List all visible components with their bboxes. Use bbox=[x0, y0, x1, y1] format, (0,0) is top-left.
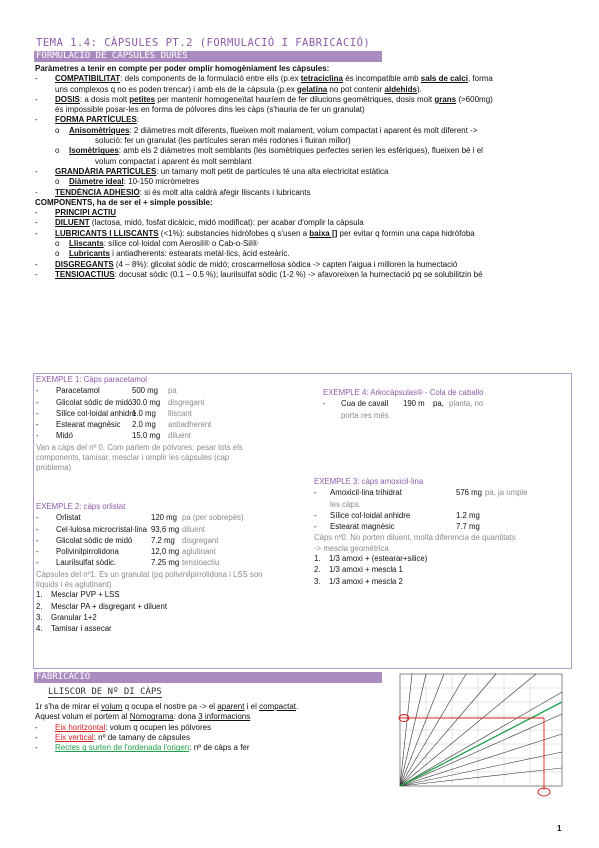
example-1 bbox=[36, 375, 306, 474]
ex1-row: - Glicolat sòdic de midó30.0 mg disgregant bbox=[36, 397, 205, 407]
ex2-row: - Cel·lulosa microcristal·lina 93,6 mg diluent bbox=[36, 524, 205, 534]
fabricacio-text bbox=[35, 702, 385, 753]
components-intro: COMPONENTS, ha de ser el + simple possible: bbox=[35, 197, 213, 207]
ex2-step: 4. Tamisar i assecar bbox=[36, 624, 112, 634]
nomogram-image bbox=[386, 670, 564, 798]
forma-line: - FORMA PARTÍCULES: bbox=[35, 115, 140, 125]
llisc-line: o Lliscants: sílice col·loidal com Aerosil® o Cab-o-Sil® bbox=[55, 239, 258, 249]
ex2-step: 1. Mesclar PVP + LSS bbox=[36, 590, 120, 600]
ex3-row: - Sílice col·loidal anhidre 1.2 mg bbox=[314, 510, 480, 520]
ex3-step: 2. 1/3 amoxi + mescla 1 bbox=[314, 565, 403, 575]
ex4-row-cont: porta res més bbox=[341, 410, 389, 420]
tens-line: - TENSIOACTIUS: docusat sòdic (0.1 – 0.5 %); laurilsulfat sòdic (1-2 %) -> afavoreixen la humectació pq se solubilitzin bé bbox=[35, 269, 483, 279]
page-title: TEMA 1.4: CÀPSULES PT.2 (FORMULACIÓ I FABRICACIÓ) bbox=[36, 37, 371, 49]
ex1-row: - Paracetamol 500 mg pa bbox=[36, 386, 177, 396]
fab-eix-v: - Eix vertical: nº de tamany de càpsules bbox=[35, 732, 190, 742]
diam-line: o Diàmetre ideal: 10-150 micròmetres bbox=[55, 177, 200, 187]
ex2-note: Càpsules del nº1. És un granulat (pq polivinilpirrolidona i LSS son bbox=[36, 569, 263, 579]
ex2-row: - Laurilsulfat sòdic. 7.25 mg tensioactiu bbox=[36, 558, 220, 568]
intro-line: Paràmetres a tenir en compte per poder omplir homogèniament les càpsules: bbox=[35, 64, 330, 73]
example-3 bbox=[314, 477, 564, 588]
ex1-row: - Sílice col·loidal anhidre1.0 mg lliscant bbox=[36, 408, 192, 418]
example-1-title: EXEMPLE 1: Càps paracetamol bbox=[36, 375, 147, 384]
ex2-row: - Orlistat 120 mg pa (per sobrepès) bbox=[36, 513, 244, 523]
diluent-line: - DILUENT (lactosa, midó, fosfat dicàlcic, midó modificat): per acabar d'omplir la càpsula bbox=[35, 218, 364, 228]
ex2-row: - Glicolat sòdic de midó 7.2 mg disgregant bbox=[36, 535, 219, 545]
ex1-note: problema) bbox=[36, 463, 72, 473]
lubric-line: - LUBRICANTS I LLISCANTS (<1%): substancies hidròfobes q s'usen a baixa [] per evitar q formin una capa hidròfoba bbox=[35, 228, 475, 238]
iso-line2: volum compactat i aparent és molt semblant bbox=[95, 156, 252, 166]
fab-line1: 1r s'ha de mirar el volum q ocupa el nostre pa -> el aparent i el compactat. bbox=[35, 702, 299, 711]
ex1-row: - Midó 15.0 mg diluent bbox=[36, 431, 191, 441]
ex3-step: 3. 1/3 amoxi + mescla 2 bbox=[314, 576, 403, 586]
example-4 bbox=[323, 388, 563, 422]
dosis-line2: és impossible posar-les en forma de pólvores dins les càps (s'hauria de fer un granulat) bbox=[55, 105, 365, 115]
example-2 bbox=[36, 502, 306, 636]
ex3-row: - Amoxicil·lina trihidrat 576 mg pa, ja omple bbox=[314, 488, 528, 498]
dosis-line1: - DOSIS: a dosis molt petites per mantenir homogeneïtat hauríem de fer dilucions geomètriques, dosis molt grans (>600mg) bbox=[35, 94, 493, 104]
ex2-note: líquids i és aglutinant) bbox=[36, 580, 112, 590]
ex1-note: components, tamisar, mesclar i omplir les càpsules (cap bbox=[36, 453, 230, 463]
fab-eix-h: - Eix horitzontal: volum q ocupen les pólvores bbox=[35, 722, 212, 732]
ex1-note: Van a càps del nº 0. Com parlem de pólvores: pesar tots els bbox=[36, 442, 243, 452]
tend-line: - TENDÈNCIA ADHESIÓ: si és molt alta caldrà afegir lliscants i lubricants bbox=[35, 187, 311, 197]
ex2-step: 2. Mesclar PA + disgregant + diluent bbox=[36, 601, 168, 611]
example-4-title: EXEMPLE 4: Arkocàpsulas® - Cola de caballo bbox=[323, 388, 484, 397]
compat-line1: - COMPATIBILITAT: dels components de la formulació entre ells (p.ex tetraciclina és incompatible amb sals de calci, forma bbox=[35, 74, 493, 84]
lub-line: o Lubricants i antiadherents: estearats metàl·lics, àcid esteàric. bbox=[55, 249, 290, 259]
aniso-line2: solució: fer un granulat (les partícules seran més rodones i fluiran millor) bbox=[95, 136, 351, 146]
ex2-step: 3. Granular 1+2 bbox=[36, 612, 97, 622]
ex3-note: -> mescla geomètrica bbox=[314, 543, 389, 553]
iso-line1: o Isomètriques: amb els 2 diàmetres molt semblants (les isomètriques perfectes serien les esfèriques), flueixen bé i el bbox=[55, 146, 483, 156]
disg-line: - DISGREGANTS (4 – 8%): glicolat sòdic de midó; croscarmellosa sòdica -> capten l'aigua i milloren la humectació bbox=[35, 259, 458, 269]
aniso-line1: o Anisomètriques: 2 diàmetres molt diferents, flueixen molt malament, volum compactat i aparent és molt diferent -> bbox=[55, 125, 478, 135]
ex2-row: - Polivinilpirrolidona 12,0 mg aglutinant bbox=[36, 547, 216, 557]
principi-line: - PRINCIPI ACTIU bbox=[35, 208, 117, 218]
section-heading-formulacio: FORMULACIÓ DE CÀPSULES DURES bbox=[34, 51, 382, 62]
fab-rectes: - Rectes q surten de l'ordenada l'origen: nº de càps a fer bbox=[35, 743, 250, 753]
section-heading-fabricacio: FABRICACIÓ bbox=[34, 672, 382, 683]
ex3-row-cont: les càps. bbox=[330, 499, 361, 509]
subsection-heading: LLISCOR DE Nº DI CÀPS bbox=[48, 687, 162, 697]
page-number: 1 bbox=[557, 824, 562, 833]
compat-line2: uns complexos q no es poden trencar) i amb els de la càpsula (p.ex gelatina no pot contenir aldehids). bbox=[55, 84, 422, 94]
ex3-note: Càps nº0. No porten diluent, molta diferencia de quantitats bbox=[314, 533, 516, 543]
ex4-row: - Cua de cavall 190 m pa, planta, no bbox=[323, 399, 484, 409]
ex3-row: - Estearat magnèsic 7.7 mg bbox=[314, 522, 480, 532]
ex1-row: - Estearat magnèsic 2.0 mg antiadherent bbox=[36, 420, 212, 430]
ex3-step: 1. 1/3 amoxi + (estearar+silice) bbox=[314, 554, 428, 564]
example-2-title: EXEMPLE 2: càps orlistat bbox=[36, 502, 126, 511]
gran-line: - GRANDÀRIA PARTÍCULES: un tamany molt petit de partícules té una alta electricitat estàtica bbox=[35, 166, 389, 176]
example-3-title: EXEMPLE 3: càps amoxicil·lina bbox=[314, 477, 424, 486]
fab-line2: Aquest volum el portem al Nomograma: dona 3 informacions bbox=[35, 712, 251, 722]
formulation-text bbox=[35, 64, 555, 280]
